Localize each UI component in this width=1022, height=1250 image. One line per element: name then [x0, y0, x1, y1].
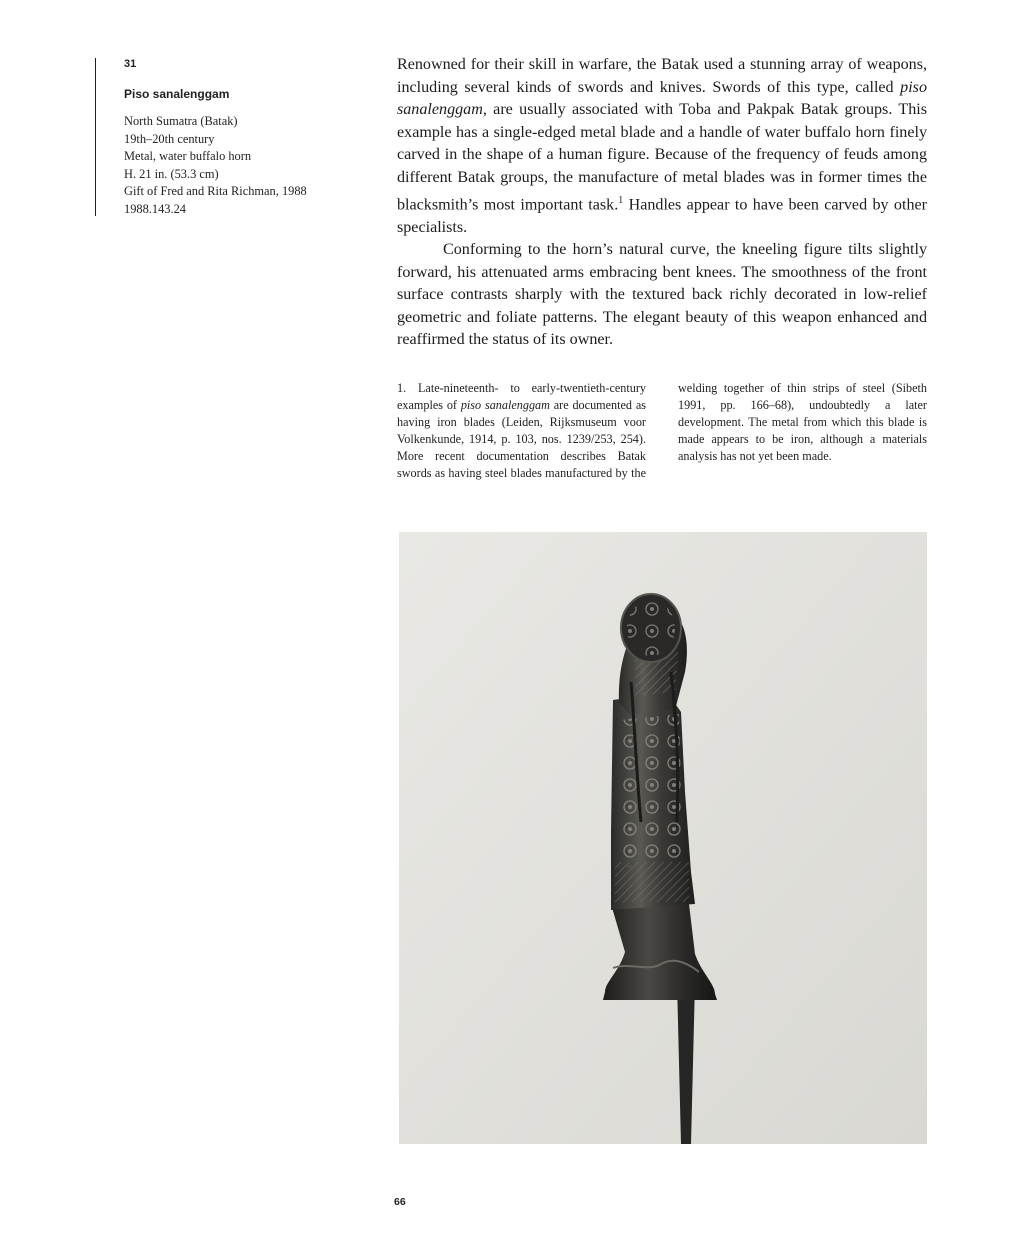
- catalog-medium: Metal, water buffalo horn: [124, 149, 252, 163]
- text-run: , are usually associated with Toba and Pakpak Batak groups. This example has a single-edged metal blade and a handle of water buffalo horn finely carved in the shape of a human figure. Because of the frequency of feuds among different Batak groups, the manufacture of metal blades was in former times the blacksmith’s most important task.: [397, 101, 927, 213]
- catalog-accession-number: 1988.143.24: [124, 201, 186, 216]
- text-run: 1. Late-nineteenth- to early-twentieth-century examples of: [397, 381, 646, 412]
- page-number: 66: [394, 1196, 406, 1208]
- text-run: are documented as having iron blades (Leiden, Rijksmuseum voor Volkenkunde, 1914, p. 103, nos. 1239/253, 254). More recent documentation describes Batak swords as having steel blades manufactured by the welding together of thin strips of steel (Sibeth 1991, pp. 166–68), undoubtedly a later development. The metal from which this blade is made appears to be iron, although a materials analysis has not yet been made.: [397, 381, 927, 480]
- catalog-dimensions: H. 21 in. (53.3 cm): [124, 166, 219, 181]
- catalog-credit-line: Gift of Fred and Rita Richman, 1988: [124, 184, 307, 198]
- footnote-1: [397, 380, 927, 482]
- essay-paragraph-2: Conforming to the horn’s natural curve, the kneeling figure tilts slightly forward, his attenuated arms embracing bent knees. The smoothness of the front surface contrasts sharply with the textured back richly decorated in low-relief geometric and foliate patterns. The elegant beauty of this weapon enhanced and reaffirmed the status of its owner.: [397, 241, 927, 349]
- text-run: Renowned for their skill in warfare, the Batak used a stunning array of weapons, including several kinds of swords and knives. Swords of this type, called: [397, 56, 927, 96]
- text-run: Handles appear to have been carved by other specialists.: [397, 195, 927, 236]
- catalog-number: 31: [124, 58, 137, 70]
- catalog-date: 19th–20th century: [124, 131, 215, 146]
- essay-text: [397, 54, 927, 352]
- term-italic: piso sanalenggam: [397, 78, 927, 119]
- footnote-reference[interactable]: 1: [618, 194, 624, 206]
- term-italic: piso sanalenggam: [460, 398, 550, 412]
- catalog-entry: [124, 56, 364, 218]
- object-title: Piso sanalenggam: [124, 86, 230, 101]
- margin-rule: [95, 58, 96, 216]
- essay-paragraph-1: [397, 54, 927, 239]
- sword-handle-photograph: [399, 532, 927, 1144]
- catalog-origin: North Sumatra (Batak): [124, 114, 238, 128]
- sword-handle-image: [399, 532, 927, 1144]
- footnotes: [397, 380, 927, 482]
